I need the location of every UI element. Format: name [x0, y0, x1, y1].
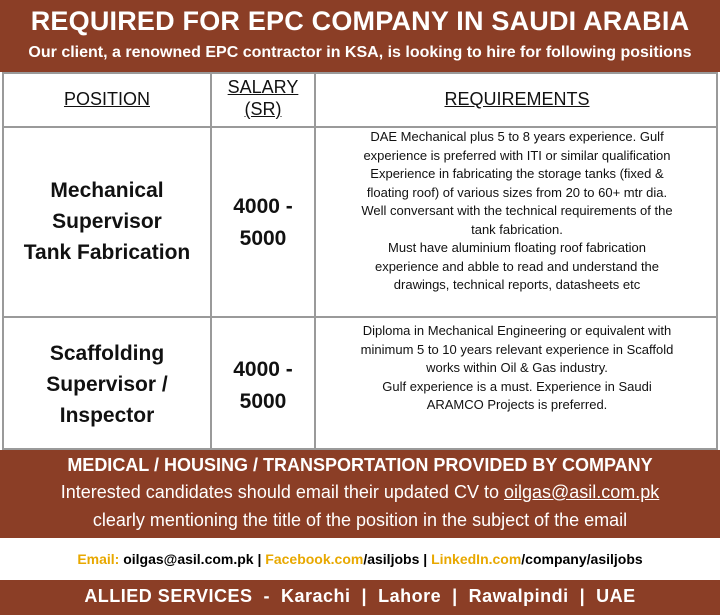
- company-locations: ALLIED SERVICES - Karachi | Lahore | Rawalpindi | UAE: [84, 586, 636, 606]
- requirement-line: Well conversant with the technical requirements of the: [361, 203, 673, 218]
- position-line: Supervisor /: [46, 373, 168, 396]
- requirement-line: floating roof) of various sizes from 20 to 60+ mtr dia.: [366, 184, 668, 200]
- contact-bar: [0, 538, 720, 580]
- linkedin-link-path[interactable]: /company/asiljobs: [521, 551, 643, 567]
- table-row-requirements: [316, 322, 718, 415]
- header-position: POSITION: [63, 89, 150, 109]
- position-line: Scaffolding: [49, 342, 165, 365]
- separator: |: [253, 551, 266, 567]
- requirement-line: Must have aluminium floating roof fabrication: [388, 240, 646, 255]
- table-row-position: [4, 175, 210, 268]
- requirement-line: Experience in fabricating the storage tanks (fixed &: [370, 166, 664, 181]
- contact-line: [0, 551, 720, 567]
- apply-instruction: [0, 482, 720, 503]
- requirement-line: experience and abble to read and understand the: [374, 258, 660, 274]
- header-salary-label: SALARY: [227, 77, 299, 97]
- positions-table: [2, 72, 718, 450]
- table-row-salary: [212, 354, 314, 418]
- salary-line: 5000: [239, 227, 287, 250]
- requirement-line: DAE Mechanical plus 5 to 8 years experience. Gulf: [370, 129, 664, 144]
- footer-banner: [0, 580, 720, 615]
- salary-line: 5000: [239, 390, 287, 413]
- table-row-salary: [212, 191, 314, 255]
- apply-instruction-line2: clearly mentioning the title of the position in the subject of the email: [92, 510, 628, 530]
- page-subtitle: Our client, a renowned EPC contractor in KSA, is looking to hire for following positions: [28, 44, 692, 61]
- requirement-line: drawings, technical reports, datasheets etc: [393, 277, 641, 292]
- facebook-link-domain[interactable]: Facebook.com: [265, 551, 364, 567]
- salary-line: 4000 -: [233, 358, 293, 381]
- position-line: Tank Fabrication: [23, 241, 191, 264]
- benefits-banner: [0, 450, 720, 538]
- email-label: Email:: [77, 551, 120, 567]
- row-divider: [4, 316, 716, 318]
- table-row-requirements: [316, 128, 718, 295]
- salary-line: 4000 -: [233, 195, 293, 218]
- header-salary-unit: (SR): [244, 99, 282, 119]
- position-line: Inspector: [59, 404, 155, 427]
- header-requirements: REQUIREMENTS: [444, 89, 590, 109]
- requirement-line: minimum 5 to 10 years relevant experience in Scaffold: [360, 341, 674, 357]
- separator: |: [419, 551, 432, 567]
- requirement-line: experience is preferred with ITI or similar qualification: [363, 147, 671, 163]
- position-line: Mechanical: [50, 179, 164, 202]
- requirement-line: tank fabrication.: [471, 221, 563, 237]
- benefits-title: MEDICAL / HOUSING / TRANSPORTATION PROVIDED BY COMPANY: [67, 455, 653, 475]
- header-salary: [212, 76, 314, 120]
- table-row-position: [4, 338, 210, 431]
- header-banner: [0, 0, 720, 72]
- apply-email-link[interactable]: oilgas@asil.com.pk: [503, 482, 660, 502]
- page-title: REQUIRED FOR EPC COMPANY IN SAUDI ARABIA: [30, 6, 690, 36]
- requirement-line: Diploma in Mechanical Engineering or equivalent with: [362, 323, 672, 338]
- requirement-line: works within Oil & Gas industry.: [426, 360, 608, 375]
- requirement-line: ARAMCO Projects is preferred.: [426, 397, 608, 412]
- position-line: Supervisor: [52, 210, 162, 233]
- email-link[interactable]: oilgas@asil.com.pk: [119, 551, 254, 567]
- facebook-link-path[interactable]: /asiljobs: [363, 551, 420, 567]
- requirement-line: Gulf experience is a must. Experience in Saudi: [382, 378, 652, 394]
- apply-text: Interested candidates should email their updated CV to: [60, 482, 504, 502]
- linkedin-link-domain[interactable]: LinkedIn.com: [431, 551, 522, 567]
